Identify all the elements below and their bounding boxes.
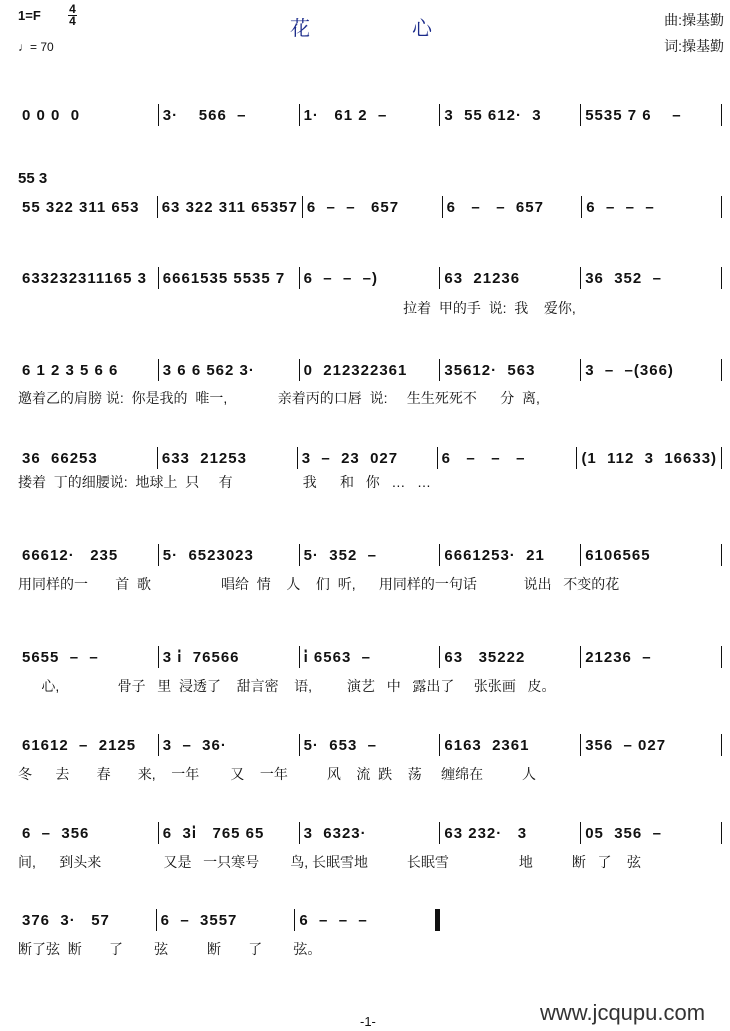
measure: 63 35222 <box>444 648 526 666</box>
measure: 5535 7 6 – <box>585 106 682 124</box>
lyrics-line: 用同样的一 首 歌 唱给 情 人 们 听, 用同样的一句话 说出 不变的花 <box>18 576 620 592</box>
measure: 63 21236 <box>444 269 521 287</box>
notation-line <box>18 734 722 756</box>
notation-line <box>18 646 722 668</box>
measure: 6 – – 657 <box>446 198 544 216</box>
page-number: -1- <box>360 1014 376 1029</box>
measure: 63 232· 3 <box>444 824 528 842</box>
lyrics-line: 冬 去 春 来, 一年 又 一年 风 流 跌 荡 缠绵在 人 <box>18 766 537 782</box>
watermark-url: www.jcqupu.com <box>540 1000 706 1025</box>
tempo-marking: ♩= 70 <box>18 40 54 54</box>
notation-line <box>18 196 722 218</box>
lyrics-line: 心, 骨子 里 浸透了 甜言密 语, 演艺 中 露出了 张张画 皮。 <box>18 678 556 694</box>
measure: 36 352 – <box>585 269 662 287</box>
lyrics-line: 间, 到头来 又是 一只寒号 鸟, 长眠雪地 长眠雪 地 断 了 弦 <box>18 854 642 870</box>
bar-line <box>721 544 722 566</box>
measure: 6163 2361 <box>444 736 530 754</box>
title-char-2: 心 <box>412 18 432 40</box>
measure: 6 – 356 <box>22 824 90 842</box>
measure: 05 356 – <box>585 824 662 842</box>
measure: 21236 – <box>585 648 652 666</box>
lyrics-line: 断了弦 断 了 弦 断 了 弦。 <box>18 941 322 957</box>
measure: 3· 566 – <box>162 106 247 124</box>
measure: 633232311165 3 <box>22 269 147 287</box>
measure: 3 – –(366) <box>585 361 674 379</box>
measure: 376 3· 57 <box>22 911 110 929</box>
measure: 5655 – – <box>22 648 99 666</box>
notation-line <box>18 544 722 566</box>
measure: 6 – 3557 <box>160 911 238 929</box>
lyrics-line: 邀着乙的肩膀 说: 你是我的 唯一, 亲着丙的口唇 说: 生生死死不 分 离, <box>18 390 540 406</box>
bar-line <box>721 734 722 756</box>
measure: 6106565 <box>585 546 651 564</box>
measure: 66612· 235 <box>22 546 119 564</box>
measure: 35612· 563 <box>444 361 536 379</box>
measure: 6661535 5535 7 <box>162 269 286 287</box>
measure: 3 i̇ 76566 <box>162 648 240 666</box>
measure: 3 55 612· 3 <box>444 106 542 124</box>
measure: 1· 61 2 – <box>303 106 388 124</box>
composer-credit: 曲:操基勤 <box>664 12 724 28</box>
measure: 6 – – –) <box>303 269 378 287</box>
bar-line <box>721 104 722 126</box>
measure: 6 – – – <box>586 198 655 216</box>
measure: 36 66253 <box>22 449 98 467</box>
lyricist-credit: 词:操基勤 <box>664 38 724 54</box>
bar-line <box>721 646 722 668</box>
measure: i̇ 6563 – <box>303 648 371 666</box>
measure: 61612 – 2125 <box>22 736 137 754</box>
measure: 6 – – – <box>441 449 526 467</box>
measure: 5· 653 – <box>303 736 377 754</box>
bar-line <box>721 359 722 381</box>
measure: (1 112 3 16633) <box>581 449 718 467</box>
notation-line <box>18 359 722 381</box>
note-annotation: 55 3 <box>18 170 48 187</box>
measure: 6 – – 657 <box>306 198 400 216</box>
notation-line <box>18 267 722 289</box>
final-bar-line <box>435 909 440 931</box>
measure: 6 1 2 3 5 6 6 <box>22 361 119 379</box>
measure: 5· 6523023 <box>162 546 254 564</box>
lyrics-line: 搂着 丁的细腰说: 地球上 只 有 我 和 你 … … <box>18 474 432 490</box>
time-top: 4 <box>69 2 76 16</box>
bar-line <box>721 447 722 469</box>
measure: 633 21253 <box>161 449 247 467</box>
measure: 3 6 6 562 3· <box>162 361 255 379</box>
bar-line <box>721 822 722 844</box>
measure: 63 322 311 65357 <box>161 198 298 216</box>
key-signature: 1=F <box>18 8 41 23</box>
measure: 6 3i̇ 765 65 <box>162 824 265 842</box>
measure: 0 212322361 <box>303 361 408 379</box>
measure: 6661253· 21 <box>444 546 545 564</box>
time-bottom: 4 <box>69 14 76 28</box>
measure: 3 – 23 027 <box>301 449 399 467</box>
time-signature <box>68 4 77 27</box>
notation-line <box>18 822 722 844</box>
measure: 356 – 027 <box>585 736 667 754</box>
notation-line <box>18 909 440 931</box>
measure: 3 6323· <box>303 824 367 842</box>
bar-line <box>721 267 722 289</box>
lyrics-line: 拉着 甲的手 说: 我 爱你, <box>18 300 576 316</box>
bar-line <box>721 196 722 218</box>
measure: 5· 352 – <box>303 546 377 564</box>
measure: 6 – – – <box>299 911 368 929</box>
notation-line <box>18 447 722 469</box>
measure: 55 322 311 653 <box>22 198 140 216</box>
title-char-1: 花 <box>290 18 310 40</box>
measure: 3 – 36· <box>162 736 227 754</box>
measure: 0 0 0 0 <box>22 106 81 124</box>
notation-line <box>18 104 722 126</box>
